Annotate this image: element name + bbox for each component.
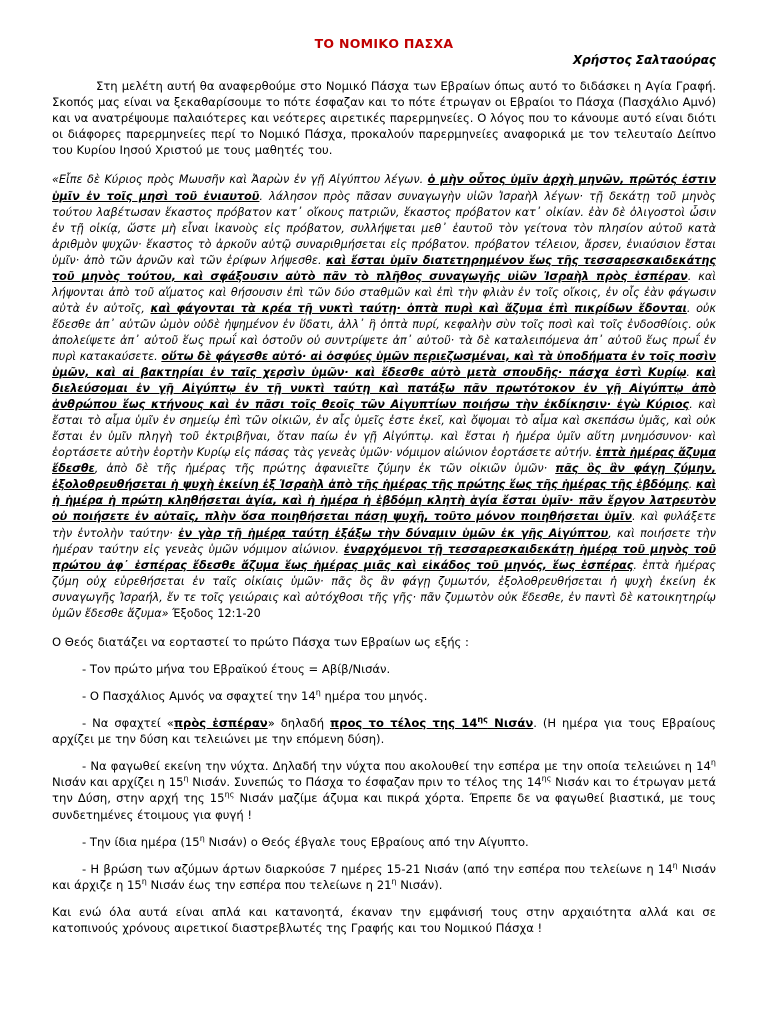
document-title: ΤΟ ΝΟΜΙΚΟ ΠΑΣΧΑ (314, 36, 454, 51)
item-text: Νισάν). (396, 877, 443, 892)
item-text: Νισάν (487, 716, 534, 731)
item-text: - Ο Πασχάλιος Αμνός να σφαχτεί την 14 (82, 688, 316, 703)
quote-emphasis: ἑπτὰ ἡμέρας ἄζυμα ἔδεσθε (52, 446, 716, 476)
item-text: προς το τέλος της 14 (330, 716, 478, 731)
quote-text: . (688, 478, 696, 492)
quote-emphasis: καὶ φάγονται τὰ κρέα τῇ νυκτὶ ταύτῃ· ὀπτὰ πυρὶ καὶ ἄζυμα ἐπὶ πικρίδων ἔδονται (150, 301, 687, 315)
ordinal-suffix: η (199, 833, 205, 843)
author-name: Χρήστος Σαλταούρας (572, 53, 716, 67)
quote-text: . λάλησον πρὸς πᾶσαν συναγωγὴν υἱῶν Ἰσραὴλ λέγων· τῇ δεκάτῃ τοῦ μηνὸς τούτου λαβέτωσαν ἕκαστος πρόβατον κατ᾿ οἴκους πατριῶν, ἕκαστος πρόβατον κατ᾿ οἰκίαν. ἐὰν δὲ ὀλιγοστοὶ ὦσιν ἐν τῇ οἰκίᾳ, ὥστε μὴ εἶναι ἱκανοὺς εἰς πρόβατον, συλλήψεται μεθ᾿ ἑαυτοῦ τὸν γείτονα τὸν πλησίον αὐτοῦ κατὰ ἀριθμὸν ψυχῶν· ἕκαστος τὸ ἀρκοῦν αὐτῷ συναριθμήσεται εἰς πρόβατον. πρόβατον τέλειον, ἄρσεν, ἐνιαύσιον ἔσται ὑμῖν· ἀπὸ τῶν ἀρνῶν καὶ τῶν ἐρίφων λήψεσθε. (52, 189, 717, 267)
quote-emphasis: πᾶς ὃς ἂν φάγῃ ζύμην, ἐξολοθρευθήσεται ἡ ψυχὴ ἐκείνη ἐξ Ἰσραὴλ ἀπὸ τῆς ἡμέρας τῆς πρώτης ἕως τῆς ἡμέρας τῆς ἑβδόμης (52, 462, 716, 492)
ordinal-suffix: η (391, 876, 397, 886)
item-text: . (Η ημέρα για τους Εβραίους αρχίζει με την δύση και τελειώνει με την επόμενη δύση). (52, 716, 716, 747)
item-text: - Η βρώση των αζύμων άρτων διαρκούσε 7 ημέρες 15-21 Νισάν (από την εσπέρα που τελείωνε η 14 (82, 861, 673, 876)
ordinal-suffix: ης (224, 790, 235, 800)
list-item (52, 715, 716, 747)
quote-emphasis: ἐναρχόμενοι τῇ τεσσαρεσκαιδεκάτῃ ἡμέρᾳ τοῦ μηνὸς τοῦ πρώτου ἀφ᾿ ἑσπέρας ἔδεσθε ἄζυμα ἕως ἡμέρας μιᾶς καὶ εἰκάδος τοῦ μηνός, ἕως ἑσπέρας (52, 542, 716, 572)
ordinal-suffix: η (315, 688, 321, 698)
item-text: Νισάν και άρχιζε η 15 (52, 861, 716, 892)
quote-text: . οὐκ ἔδεσθε ἀπ᾿ αὐτῶν ὠμὸν οὐδὲ ἡψημένον ἐν ὕδατι, ἀλλ᾿ ἢ ὀπτὰ πυρί, κεφαλὴν σὺν τοῖς ποσὶ καὶ τοῖς ἐνδοσθίοις. οὐκ ἀπολείψετε ἀπ᾿ αὐτοῦ ἕως πρωΐ καὶ ὀστοῦν οὐ συντρίψετε ἀπ᾿ αὐτοῦ· τὰ δὲ καταλειπόμενα ἀπ᾿ αὐτοῦ ἕως πρωΐ ἐν πυρὶ κατακαύσετε. (52, 301, 716, 363)
item-text: ημέρα του μηνός. (320, 688, 428, 703)
item-text: Νισάν. Συνεπώς το Πάσχα το έσφαζαν πριν το τέλος της 14 (188, 775, 542, 790)
ordinal-suffix: η (141, 876, 147, 886)
document-page (52, 36, 716, 936)
quote-text: . καὶ φυλάξετε τὴν ἐντολὴν ταύτην· (52, 510, 716, 540)
quote-emphasis: ἐν γὰρ τῇ ἡμέρᾳ ταύτῃ ἐξάξω τὴν δύναμιν ὑμῶν ἐκ γῆς Αἰγύπτου (178, 526, 609, 540)
item-text: » δηλαδή (267, 716, 330, 731)
ordinal-suffix: ης (477, 715, 488, 725)
quote-text: . καὶ ἔσται τὸ αἷμα ὑμῖν ἐν σημείῳ ἐπὶ τῶν οἰκιῶν, ἐν αἷς ὑμεῖς ἐστε ἐκεῖ, καὶ ὄψομαι τὸ αἷμα καὶ σκεπάσω ὑμᾶς, καὶ οὐκ ἔσται ἐν ὑμῖν πληγὴ τοῦ ἐκτριβῆναι, ὅταν παίω ἐν γῇ Αἰγύπτῳ. καὶ ἔσται ἡ ἡμέρα ὑμῖν αὕτη μνημόσυνον· καὶ ἑορτάσετε αὐτὴν ἑορτὴν Κυρίῳ εἰς πάσας τὰς γενεὰς ὑμῶν· νόμιμον αἰώνιον ἑορτάσετε αὐτήν. (52, 398, 716, 460)
item-text: Νισάν μαζίμε άζυμα και πικρά χόρτα. Έπρεπε δε να φαγωθεί βιαστικά, με τους συνδετημένες έτοιμους για φυγή ! (52, 791, 716, 822)
quote-text: , καὶ ποιήσετε τὴν ἡμέραν ταύτην εἰς γενεὰς ὑμῶν νόμιμον αἰώνιον. (52, 526, 716, 556)
list-item (52, 861, 716, 893)
quote-text: «Εἶπε δὲ Κύριος πρὸς Μωυσῆν καὶ Ἀαρὼν ἐν γῇ Αἰγύπτου λέγων. (52, 173, 428, 187)
item-text: - Να σφαχτεί « (82, 716, 174, 731)
quote-emphasis: καὶ διελεύσομαι ἐν γῇ Αἰγύπτῳ ἐν τῇ νυκτὶ ταύτῃ καὶ πατάξω πᾶν πρωτότοκον ἐν γῇ Αἰγύπτῳ ἀπὸ ἀνθρώπου ἕως κτήνους καὶ ἐν πᾶσι τοῖς θεοῖς τῶν Αἰγυπτίων ποιήσω τὴν ἐκδίκησιν· ἐγὼ Κύριος (52, 366, 716, 412)
lead-paragraph: Ο Θεός διατάζει να εορταστεί το πρώτο Πάσχα των Εβραίων ως εξής : (52, 634, 469, 649)
quote-emphasis: καὶ ἡ ἡμέρα ἡ πρώτη κληθήσεται ἁγία, καὶ ἡ ἡμέρα ἡ ἑβδόμη κλητὴ ἁγία ἔσται ὑμῖν· πᾶν ἔργον λατρευτὸν οὐ ποιήσετε ἐν αὐταῖς, πλὴν ὅσα ποιηθήσεται πάσῃ ψυχῇ, τοῦτο μόνον ποιηθήσεται ὑμῖν (52, 478, 716, 524)
item-text: Νισάν έως την εσπέρα που τελείωνε η 21 (146, 877, 392, 892)
scripture-quote (52, 172, 716, 621)
quote-text: . (686, 366, 696, 380)
list-item (52, 688, 716, 704)
ordinal-suffix: η (710, 758, 716, 768)
closing-paragraph: Και ενώ όλα αυτά είναι απλά και κατανοητά, έκαναν την εμφάνισή τους στην αρχαιότητα αλλά και σε κατοπινούς χρόνους αιρετικοί διαστρεβλωτές της Γραφής και του Νομικού Πάσχα ! (52, 904, 716, 935)
item-text: Νισάν και αρχίζει η 15 (52, 775, 184, 790)
quote-text: . καὶ λήψονται ἀπὸ τοῦ αἵματος καὶ θήσουσιν ἐπὶ τῶν δύο σταθμῶν καὶ ἐπὶ τὴν φλιὰν ἐν τοῖς οἴκοις, ἐν οἷς ἐὰν φάγωσιν αὐτὰ ἐν αὐτοῖς, (52, 269, 716, 315)
quote-emphasis: οὕτω δὲ φάγεσθε αὐτό· αἱ ὀσφύες ὑμῶν περιεζωσμέναι, καὶ τὰ ὑποδήματα ἐν τοῖς ποσὶν ὑμῶν, καὶ αἱ βακτηρίαι ἐν ταῖς χερσὶν ὑμῶν· καὶ ἔδεσθε αὐτὸ μετὰ σπουδῆς· πάσχα ἐστὶ Κυρίῳ (52, 349, 716, 380)
quote-text: . ἑπτὰ ἡμέρας ζύμη οὐχ εὑρεθήσεται ἐν ταῖς οἰκίαις ὑμῶν· πᾶς ὃς ἂν φάγῃ ζυμωτόν, ἐξολοθρευθήσεται ἡ ψυχὴ ἐκείνη ἐκ συναγωγῆς Ἰσραήλ, ἔν τε τοῖς γειώραις καὶ αὐτόχθοσι τῆς γῆς· πᾶν ζυμωτὸν οὐκ ἔδεσθε, ἐν παντὶ δὲ κατοικητηρίῳ ὑμῶν ἔδεσθε ἄζυμα» (52, 558, 717, 620)
quote-text: , ἀπὸ δὲ τῆς ἡμέρας τῆς πρώτης ἀφανιεῖτε ζύμην ἐκ τῶν οἰκιῶν ὑμῶν· (94, 462, 556, 476)
item-text: - Την ίδια ημέρα (15 (82, 834, 200, 849)
item-text: - Να φαγωθεί εκείνη την νύχτα. Δηλαδή την νύχτα που ακολουθεί την εσπέρα με την οποία τελειώνει η 14 (82, 759, 711, 774)
ordinal-suffix: ης (541, 774, 552, 784)
list-item (52, 834, 716, 850)
list-item: - Τον πρώτο μήνα του Εβραϊκού έτους = Αβίβ/Νισάν. (82, 661, 391, 676)
list-item (52, 758, 716, 822)
quote-emphasis: καὶ ἔσται ὑμῖν διατετηρημένον ἕως τῆς τεσσαρεσκαιδεκάτης τοῦ μηνὸς τούτου, καὶ σφάξουσιν αὐτὸ πᾶν τὸ πλῆθος συναγωγῆς υἱῶν Ἰσραὴλ πρὸς ἑσπέραν (52, 253, 716, 283)
scripture-reference: Έξοδος 12:1-20 (172, 606, 261, 620)
item-emphasis: πρὸς ἑσπέραν (173, 716, 268, 731)
ordinal-suffix: η (672, 860, 678, 870)
item-emphasis (330, 716, 533, 730)
ordinal-suffix: η (183, 774, 189, 784)
quote-emphasis: ὁ μὴν οὗτος ὑμῖν ἀρχὴ μηνῶν, πρῶτός ἐστιν ὑμῖν ἐν τοῖς μησὶ τοῦ ἐνιαυτοῦ (52, 173, 716, 203)
intro-paragraph: Στη μελέτη αυτή θα αναφερθούμε στο Νομικό Πάσχα των Εβραίων όπως αυτό το διδάσκει η Αγία Γραφή. Σκοπός μας είναι να ξεκαθαρίσουμε το πότε έσφαζαν και το πότε έτρωγαν οι Εβραίοι το Πάσχα (Πασχάλιο Αμνό) και να ανατρέψουμε παλαιότερες και νεότερες αιρετικές παρερμηνείες. Ο λόγος που το κάνουμε αυτό είναι διότι οι διάφορες παρερμηνείες περί το Νομικό Πάσχα, προκαλούν παρερμηνείες αναφορικά με τον τελευταίο Δείπνο του Κυρίου Ιησού Χριστού με τους μαθητές του. (52, 79, 716, 158)
item-text: Νισάν) ο Θεός έβγαλε τους Εβραίους από την Αίγυπτο. (204, 834, 529, 849)
item-text: Νισάν και το έτρωγαν μετά την Δύση, στην αρχή της 15 (52, 775, 716, 806)
